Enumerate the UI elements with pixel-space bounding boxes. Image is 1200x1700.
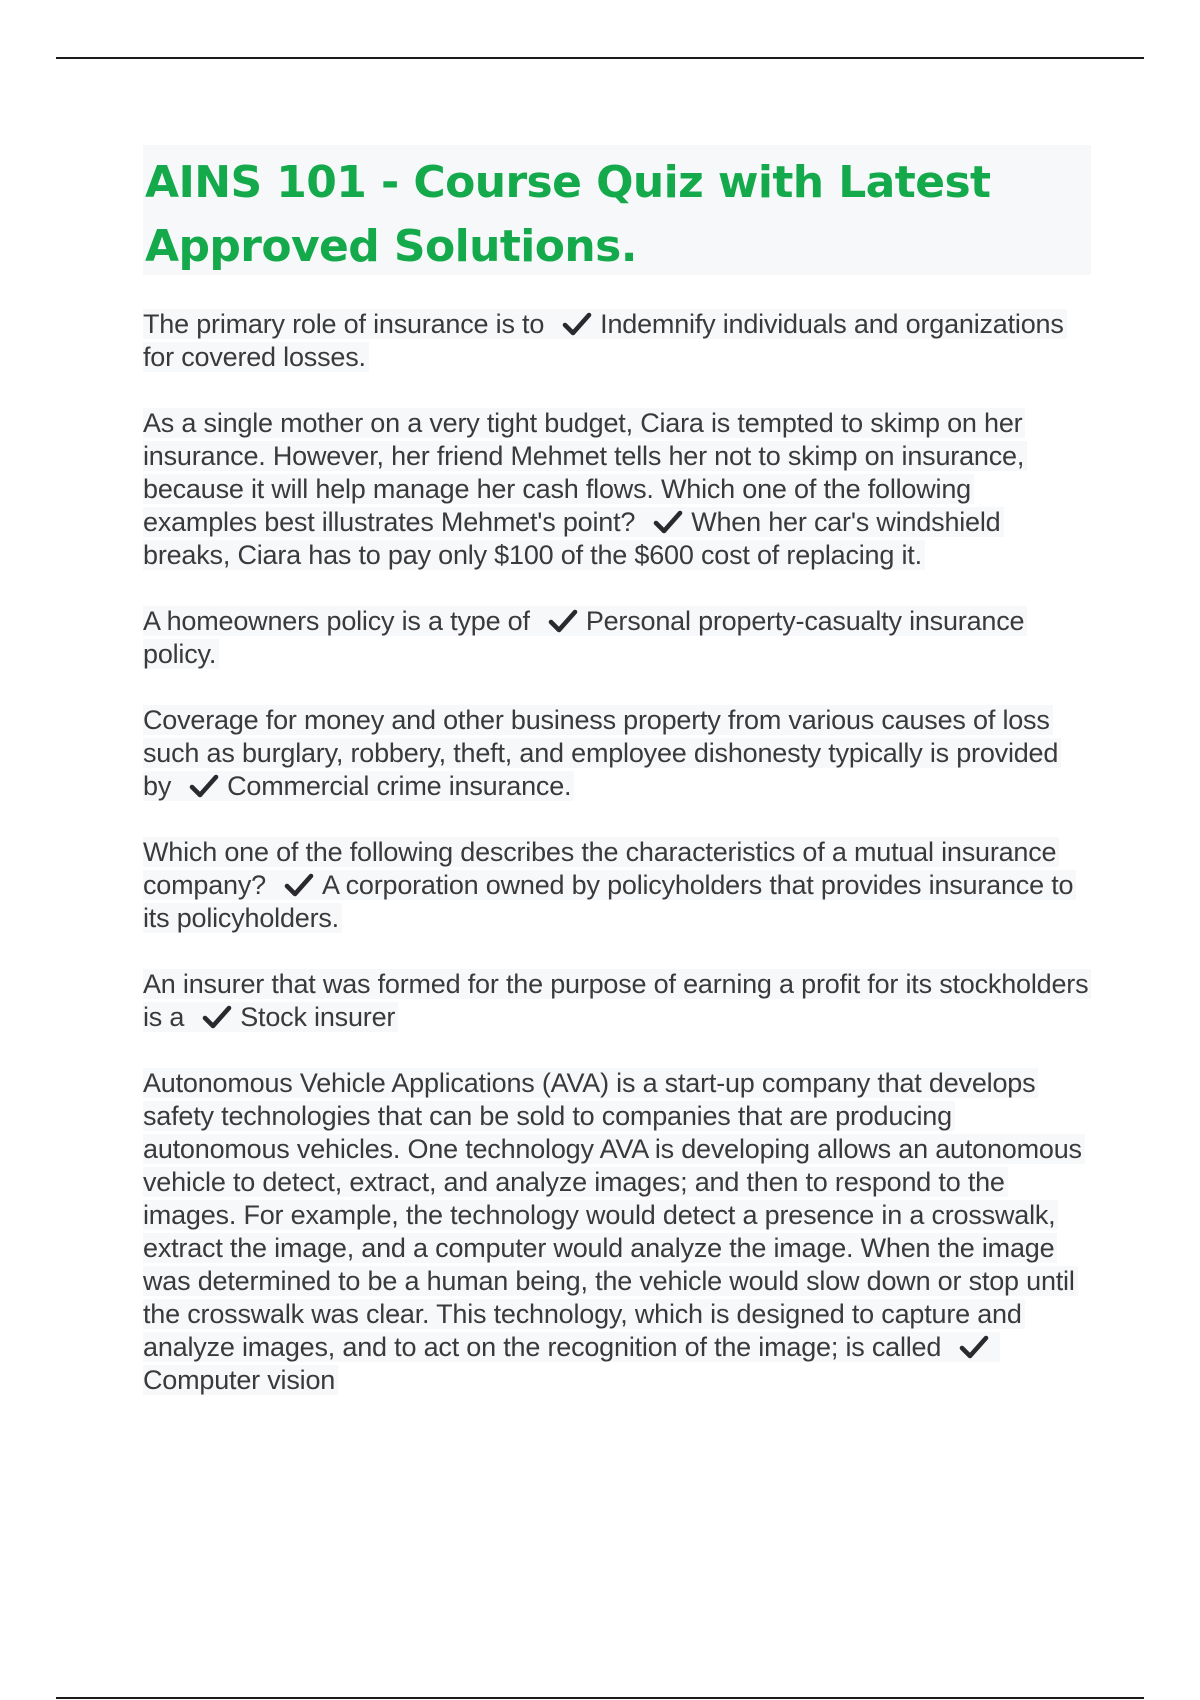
question-text: A homeowners policy is a type of: [143, 606, 530, 636]
title-block: [143, 145, 1091, 275]
answer-text: Personal property-casualty insurance policy.: [143, 606, 1025, 669]
question-text: The primary role of insurance is to: [143, 309, 545, 339]
check-mark-icon: [959, 1334, 989, 1360]
qa-item: [143, 1067, 1091, 1397]
check-mark-icon: [653, 509, 683, 535]
question-text: As a single mother on a very tight budget, Ciara is tempted to skimp on her insurance. However, her friend Mehmet tells her not to skimp on insurance, because it will help manage her cash flows. Which one of the following examples best illustrates Mehmet's point?: [143, 408, 1025, 537]
question-text: Which one of the following describes the characteristics of a mutual insurance company?: [143, 837, 1057, 900]
bottom-divider: [56, 1697, 1144, 1699]
check-mark-icon: [562, 311, 592, 337]
answer-text: A corporation owned by policyholders that provides insurance to its policyholders.: [143, 870, 1074, 933]
check-mark-icon: [548, 608, 578, 634]
question-text: Autonomous Vehicle Applications (AVA) is a start-up company that develops safety technologies that can be sold to companies that are producing autonomous vehicles. One technology AVA is developing allows an autonomous vehicle to detect, extract, and analyze images; and then to respond to the images. For example, the technology would detect a presence in a crosswalk, extract the image, and a computer would analyze the image. When the image was determined to be a human being, the vehicle would slow down or stop until the crosswalk was clear. This technology, which is designed to capture and analyze images, and to act on the recognition of the image; is called: [143, 1068, 1082, 1362]
qa-item: [143, 407, 1091, 572]
answer-text: When her car's windshield breaks, Ciara has to pay only $100 of the $600 cost of replacing it.: [143, 507, 1001, 570]
answer-text: Stock insurer: [240, 1002, 396, 1032]
answer-text: Computer vision: [143, 1365, 336, 1395]
question-list: [143, 308, 1091, 1430]
qa-item: [143, 704, 1091, 803]
qa-item: [143, 968, 1091, 1034]
question-text: An insurer that was formed for the purpose of earning a profit for its stockholders is a: [143, 969, 1089, 1032]
question-text: Coverage for money and other business property from various causes of loss such as burglary, robbery, theft, and employee dishonesty typically is provided by: [143, 705, 1059, 801]
page-title: AINS 101 - Course Quiz with Latest Approved Solutions.: [145, 157, 991, 272]
check-mark-icon: [189, 773, 219, 799]
answer-text: Commercial crime insurance.: [227, 771, 572, 801]
qa-item: [143, 308, 1091, 374]
answer-text: Indemnify individuals and organizations for covered losses.: [143, 309, 1064, 372]
top-divider: [56, 57, 1144, 59]
qa-item: [143, 836, 1091, 935]
check-mark-icon: [202, 1004, 232, 1030]
qa-item: [143, 605, 1091, 671]
check-mark-icon: [284, 872, 314, 898]
